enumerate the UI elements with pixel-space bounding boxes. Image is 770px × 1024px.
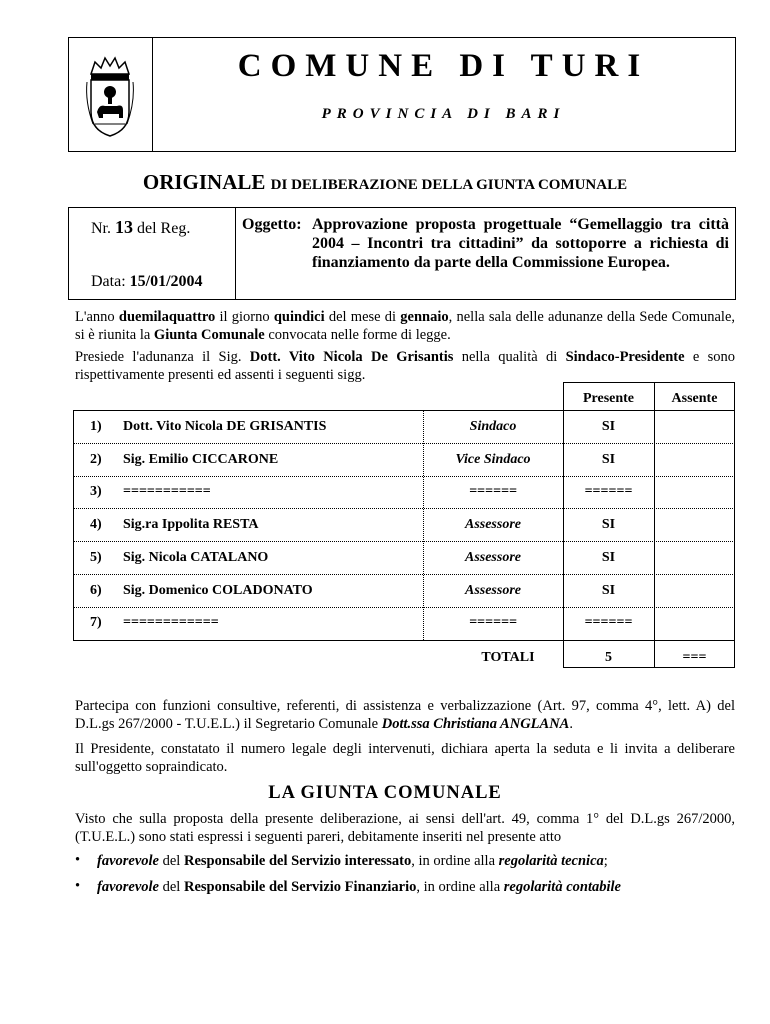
intro-paragraph: L'anno duemilaquattro il giorno quindici del mese di gennaio, nella sala delle adunanze della Sede Comunale, si è riunita la Giunta Comunale convocata nelle forme di legge. — [75, 309, 736, 343]
province-subtitle: PROVINCIA DI BARI — [321, 106, 566, 122]
registry-number-cell — [69, 208, 236, 299]
day-text: quindici — [273, 309, 325, 325]
nr-prefix: Nr. — [91, 220, 111, 237]
month-text: gennaio — [400, 309, 449, 325]
registry-date — [91, 273, 203, 291]
member-role: Sindaco — [469, 419, 517, 434]
nr-suffix: del Reg. — [137, 220, 191, 237]
member-present: ====== — [584, 615, 633, 630]
totals-label: TOTALI — [481, 650, 535, 665]
member-name: Sig. Domenico COLADONATO — [123, 583, 313, 598]
quorum-paragraph: Il Presidente, constatato il numero legale degli intervenuti, dichiara aperta la seduta e li invita a deliberare sull'oggetto sopraindicato. — [75, 741, 735, 775]
member-role: Assessore — [464, 517, 521, 532]
member-present: ====== — [584, 484, 633, 499]
member-role: ====== — [469, 484, 517, 499]
member-name: Sig.ra Ippolita RESTA — [123, 517, 259, 532]
president-role: Sindaco-Presidente — [565, 349, 685, 365]
member-role: Assessore — [464, 583, 521, 598]
year-text: duemilaquattro — [118, 309, 216, 325]
member-present: SI — [601, 583, 616, 598]
president-name: Dott. Vito Nicola De Grisantis — [249, 349, 454, 365]
opinions-intro: Visto che sulla proposta della presente deliberazione, ai sensi dell'art. 49, comma 1° del D.L.gs 267/2000, (T.U.E.L.) sono stati espressi i seguenti pareri, debitamente inseriti nel presente atto — [75, 811, 735, 845]
member-present: SI — [601, 550, 616, 565]
date-label: Data: — [91, 273, 126, 290]
attendance-table: Presente Assente 1) Dott. Vito Nicola DE GRISANTIS Sindaco SI 2) Sig. Emilio CICCARONE Vice Sindaco SI 3) =========== ====== ====== 4) Sig.ra Ippolita RESTA Assessore SI 5) Sig. Nicola CATALANO Assessore SI 6) Sig. Domenico COLADONATO Assessore SI 7) ============ ====== ====== TOTALI 5 === — [73, 382, 735, 668]
nr-value: 13 — [115, 217, 133, 237]
member-name: =========== — [123, 484, 211, 499]
secretary-name: Dott.ssa Christiana ANGLANA — [381, 716, 570, 732]
subject-text: Approvazione proposta progettuale “Gemellaggio tra città 2004 – Incontri tra cittadini” da sottoporre a richiesta di finanziamento da parte della Commissione Europea. — [312, 216, 729, 271]
letterhead — [68, 37, 736, 152]
member-name: ============ — [123, 615, 219, 630]
body-name: Giunta Comunale — [153, 327, 265, 343]
member-name: Dott. Vito Nicola DE GRISANTIS — [123, 419, 327, 434]
col-header-present: Presente — [582, 391, 635, 406]
member-role: Assessore — [464, 550, 521, 565]
totals-present: 5 — [605, 650, 612, 665]
council-heading: LA GIUNTA COMUNALE — [268, 783, 502, 803]
bullet-icon: • — [75, 878, 81, 894]
subject-label: Oggetto: — [242, 216, 302, 233]
municipal-crest-icon — [83, 52, 137, 138]
member-name: Sig. Nicola CATALANO — [123, 550, 269, 565]
deliberation-type: DI DELIBERAZIONE DELLA GIUNTA COMUNALE — [270, 177, 628, 193]
municipality-title: COMUNE DI TURI — [237, 48, 650, 84]
original-label: ORIGINALE — [142, 170, 266, 194]
secretary-paragraph: Partecipa con funzioni consultive, referenti, di assistenza e verbalizzazione (Art. 97, comma 4°, lett. A) del D.L.gs 267/2000 - T.U.E.L.) il Segretario Comunale Dott.ssa Christiana ANGLANA. — [75, 698, 735, 732]
registry-box — [68, 207, 736, 300]
member-present: SI — [601, 452, 616, 467]
bullet-icon: • — [75, 852, 81, 868]
date-value: 15/01/2004 — [129, 273, 203, 290]
crest-cell — [69, 38, 153, 151]
member-present: SI — [601, 419, 616, 434]
president-paragraph: Presiede l'adunanza il Sig. Dott. Vito Nicola De Grisantis nella qualità di Sindaco-Presidente e sono rispettivamente presenti ed assenti i seguenti sigg. — [75, 349, 735, 383]
subject-block — [242, 215, 729, 272]
document-type-heading — [0, 170, 770, 195]
member-present: SI — [601, 517, 616, 532]
registry-number — [91, 217, 190, 238]
totals-absent: === — [682, 650, 707, 665]
member-name: Sig. Emilio CICCARONE — [123, 452, 279, 467]
member-role: ====== — [469, 615, 517, 630]
member-role: Vice Sindaco — [455, 452, 531, 467]
col-header-absent: Assente — [671, 391, 718, 406]
